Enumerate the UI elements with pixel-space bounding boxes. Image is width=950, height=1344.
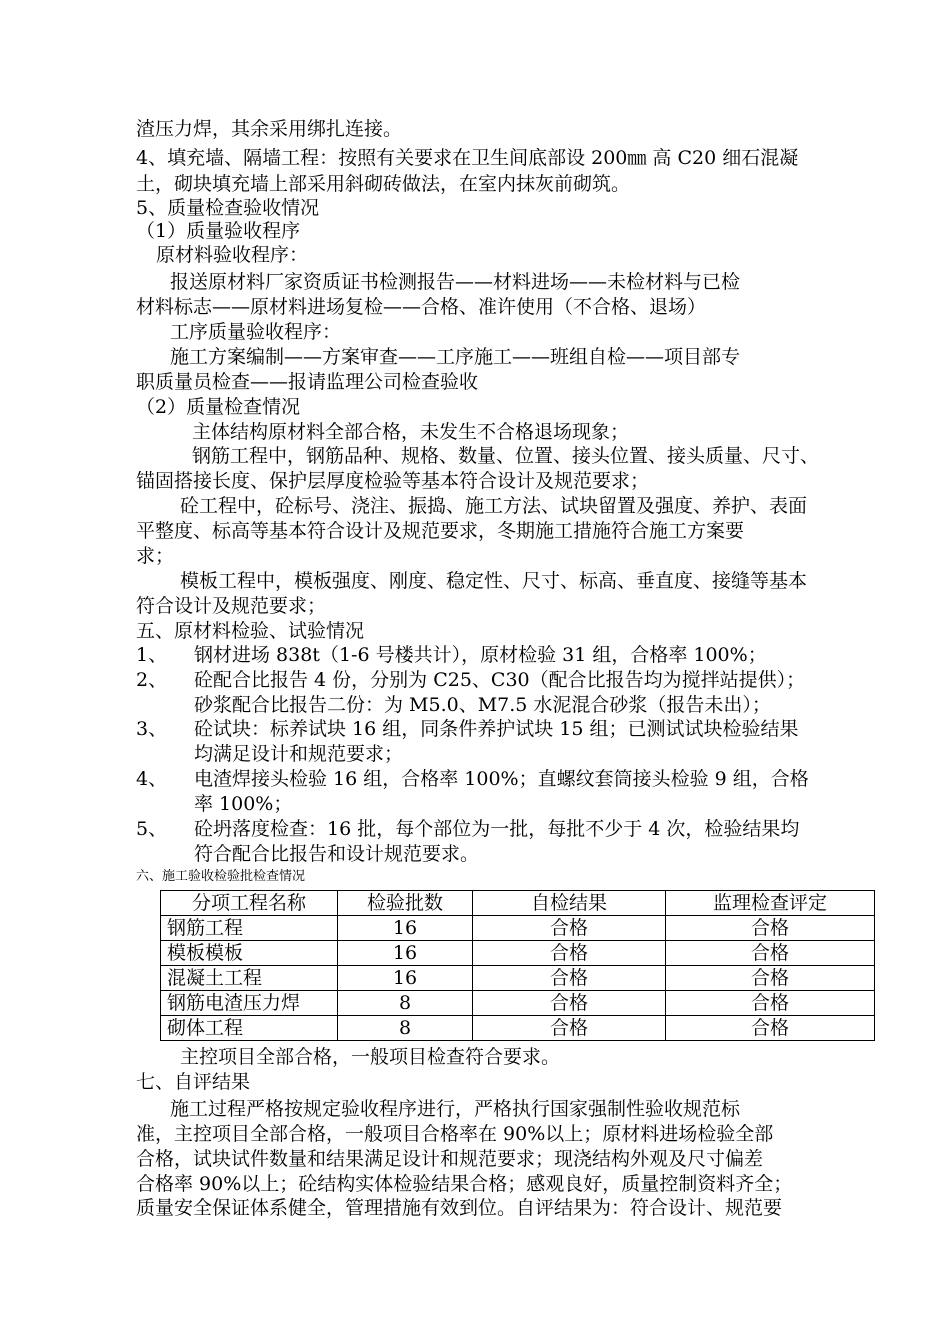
paragraph-line: 准，主控项目全部合格，一般项目合格率在 90%以上；原材料进场检验全部	[136, 1123, 774, 1145]
section-heading: 五、原材料检验、试验情况	[136, 620, 365, 642]
column-header: 分项工程名称	[161, 891, 338, 916]
paragraph-line: 工序质量验收程序：	[170, 321, 342, 343]
table-cell: 合格	[473, 1016, 666, 1041]
table-cell: 合格	[666, 941, 875, 966]
table-cell: 合格	[473, 966, 666, 991]
subsection-heading: （1）质量验收程序	[136, 220, 301, 242]
paragraph-line: 求；	[136, 545, 175, 567]
paragraph-line: 土，砌块填充墙上部采用斜砌砖做法，在室内抹灰前砌筑。	[136, 173, 631, 195]
table-cell: 钢筋工程	[161, 916, 338, 941]
table-cell: 合格	[473, 991, 666, 1016]
paragraph-line: 施工方案编制——方案审查——工序施工——班组自检——项目部专	[170, 346, 741, 368]
table-cell: 模板模板	[161, 941, 338, 966]
subsection-heading: （2）质量检查情况	[136, 396, 301, 418]
table-cell: 砌体工程	[161, 1016, 338, 1041]
paragraph-line: 符合设计及规范要求；	[136, 595, 327, 617]
table-cell: 合格	[473, 916, 666, 941]
table-cell: 16	[338, 966, 473, 991]
paragraph-line: 质量安全保证体系健全，管理措施有效到位。自评结果为：符合设计、规范要	[136, 1197, 783, 1219]
list-item: 砼坍落度检查：16 批，每个部位为一批，每批不少于 4 次，检验结果均	[194, 818, 800, 840]
table-cell: 8	[338, 991, 473, 1016]
paragraph-line: 主体结构原材料全部合格，未发生不合格退场现象；	[192, 421, 630, 443]
table-cell: 合格	[473, 941, 666, 966]
table-cell: 合格	[666, 966, 875, 991]
table-row	[161, 966, 875, 991]
list-item: 砼试块：标养试块 16 组，同条件养护试块 15 组；已测试试块检验结果	[194, 718, 799, 740]
paragraph-line: 合格率 90%以上；砼结构实体检验结果合格；感观良好，质量控制资料齐全；	[136, 1173, 793, 1195]
column-header: 监理检查评定	[666, 891, 875, 916]
paragraph-line: 砼工程中，砼标号、浇注、振捣、施工方法、试块留置及强度、养护、表面	[180, 495, 808, 517]
paragraph-line: 原材料验收程序：	[156, 244, 309, 266]
table-row	[161, 1016, 875, 1041]
paragraph-line: 材料标志——原材料进场复检——合格、准许使用（不合格、退场）	[136, 296, 707, 318]
section-heading: 六、施工验收检验批检查情况	[136, 869, 306, 884]
table-row	[161, 991, 875, 1016]
inspection-table	[160, 890, 875, 1041]
list-item: 电渣焊接头检验 16 组，合格率 100%；直螺纹套筒接头检验 9 组，合格	[194, 768, 809, 790]
paragraph-line: 职质量员检查——报请监理公司检查验收	[136, 371, 479, 393]
list-item: 钢材进场 838t（1-6 号楼共计），原材检验 31 组，合格率 100%；	[194, 644, 767, 666]
table-cell: 混凝土工程	[161, 966, 338, 991]
table-cell: 合格	[666, 1016, 875, 1041]
paragraph-line: 主控项目全部合格，一般项目检查符合要求。	[180, 1046, 561, 1068]
paragraph-line: 4、填充墙、隔墙工程：按照有关要求在卫生间底部设 200㎜ 高 C20 细石混凝	[136, 147, 799, 169]
list-item: 符合配合比报告和设计规范要求。	[194, 843, 480, 865]
table-row	[161, 941, 875, 966]
table-cell: 16	[338, 941, 473, 966]
table-cell: 合格	[666, 991, 875, 1016]
paragraph-line: 合格，试块试件数量和结果满足设计和规范要求；现浇结构外观及尺寸偏差	[136, 1148, 764, 1170]
list-number: 4、	[136, 768, 168, 790]
column-header: 自检结果	[473, 891, 666, 916]
table-cell: 钢筋电渣压力焊	[161, 991, 338, 1016]
table-row	[161, 916, 875, 941]
paragraph-line: 平整度、标高等基本符合设计及规范要求，冬期施工措施符合施工方案要	[136, 520, 745, 542]
list-item: 率 100%；	[194, 793, 293, 815]
paragraph-line: 钢筋工程中，钢筋品种、规格、数量、位置、接头位置、接头质量、尺寸、	[192, 445, 820, 467]
section-heading: 5、质量检查验收情况	[136, 197, 320, 219]
table-cell: 8	[338, 1016, 473, 1041]
table-cell: 16	[338, 916, 473, 941]
paragraph-line: 报送原材料厂家资质证书检测报告——材料进场——未检材料与已检	[170, 271, 741, 293]
list-number: 1、	[136, 644, 168, 666]
column-header: 检验批数	[338, 891, 473, 916]
section-heading: 七、自评结果	[136, 1071, 251, 1093]
list-item: 均满足设计和规范要求；	[194, 743, 404, 765]
list-number: 5、	[136, 818, 168, 840]
list-item: 砂浆配合比报告二份：为 M5.0、M7.5 水泥混合砂浆（报告未出）；	[194, 694, 771, 716]
table-header-row	[161, 891, 875, 916]
paragraph-line: 模板工程中，模板强度、刚度、稳定性、尺寸、标高、垂直度、接缝等基本	[180, 570, 808, 592]
paragraph-line: 施工过程严格按规定验收程序进行，严格执行国家强制性验收规范标	[170, 1098, 741, 1120]
list-number: 3、	[136, 718, 168, 740]
paragraph-line: 渣压力焊，其余采用绑扎连接。	[136, 118, 403, 140]
list-item: 砼配合比报告 4 份，分别为 C25、C30（配合比报告均为搅拌站提供）；	[194, 669, 806, 691]
list-number: 2、	[136, 669, 168, 691]
table-cell: 合格	[666, 916, 875, 941]
paragraph-line: 锚固搭接长度、保护层厚度检验等基本符合设计及规范要求；	[136, 470, 650, 492]
